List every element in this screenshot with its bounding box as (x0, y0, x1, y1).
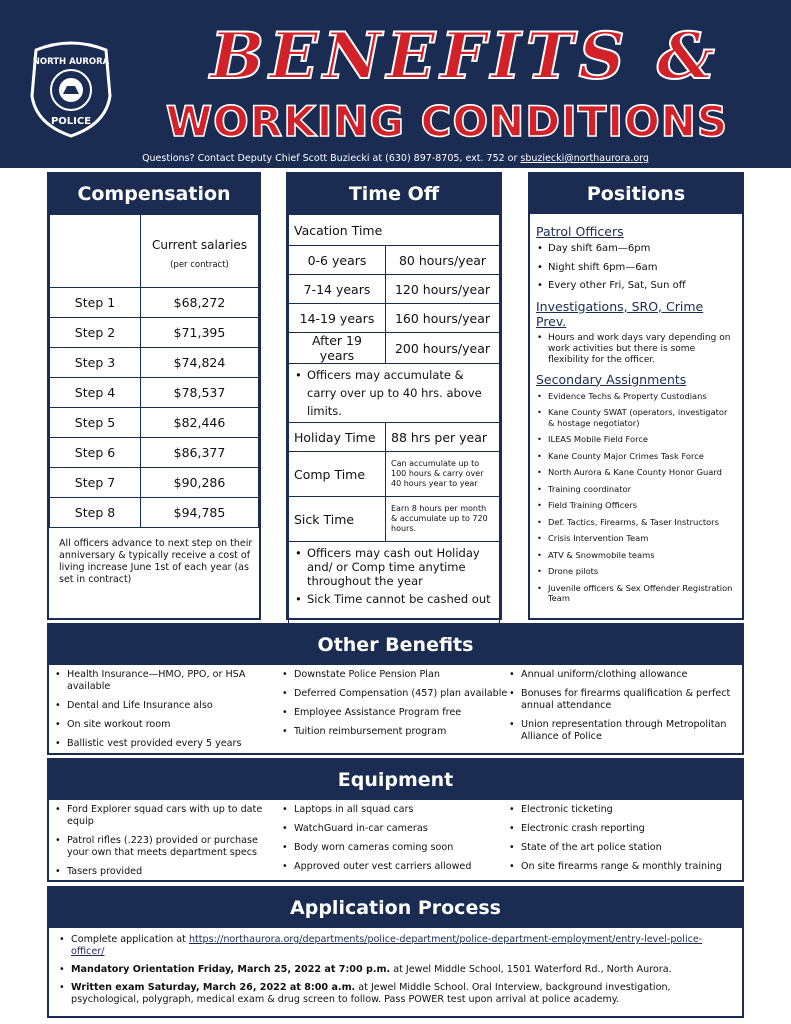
header-banner (0, 0, 791, 168)
salary-row (50, 288, 259, 318)
step-label: Step 2 (50, 318, 141, 348)
application-step (59, 964, 732, 976)
other-benefits-title: Other Benefits (49, 625, 742, 665)
application-process-panel (47, 886, 744, 1018)
salary-table-header (50, 215, 259, 288)
step-label: Step 3 (50, 348, 141, 378)
equipment-title: Equipment (49, 760, 742, 800)
exam-details: at Jewel Middle School. Oral Interview, background investigation, psychological, polygraph, medical exam & drug screen to follow. Pass POWER test upon arrival at police academy. (71, 982, 671, 1005)
sick-time-label: Sick Time (289, 497, 386, 542)
salary-row (50, 408, 259, 438)
list-item: • Field Training Officers (536, 500, 736, 511)
list-item: • Health Insurance—HMO, PPO, or HSA available (55, 669, 282, 693)
list-item: • Annual uniform/clothing allowance (509, 669, 736, 681)
salary-value: $94,785 (141, 498, 259, 528)
contact-text: Questions? Contact Deputy Chief Scott Buziecki at (630) 897-8705, ext. 752 or (142, 153, 521, 164)
salary-col-subheader: (per contract) (170, 260, 229, 270)
vacation-years: 7-14 years (289, 275, 386, 304)
salary-row (50, 468, 259, 498)
comp-time-value: Can accumulate up to 100 hours & carry over 40 hours year to year (386, 452, 500, 497)
title-benefits: BENEFITS & (210, 19, 720, 94)
list-item: • Downstate Police Pension Plan (282, 669, 509, 681)
vacation-hours: 200 hours/year (386, 333, 500, 364)
contact-email-link[interactable]: sbuziecki@northaurora.org (520, 153, 649, 164)
vacation-row (289, 304, 500, 333)
salary-col-header: Current salaries (151, 238, 248, 252)
sick-time-row (289, 497, 500, 542)
positions-title: Positions (530, 174, 742, 214)
holiday-label: Holiday Time (289, 423, 386, 452)
list-item: • Drone pilots (536, 566, 736, 577)
time-off-table (288, 214, 500, 629)
orientation-location: at Jewel Middle School, 1501 Waterford Rd., North Aurora. (390, 964, 672, 975)
equipment-columns (49, 800, 742, 885)
list-item: • State of the art police station (509, 842, 736, 854)
list-item: • Union representation through Metropolitan Alliance of Police (509, 719, 736, 743)
exam-date: Written exam Saturday, March 26, 2022 at 8:00 a.m. (71, 982, 356, 993)
application-step-text: Complete application at (71, 934, 189, 945)
step-label: Step 4 (50, 378, 141, 408)
salary-row (50, 438, 259, 468)
list-item: • Employee Assistance Program free (282, 707, 509, 719)
time-off-panel (286, 172, 502, 620)
list-item: • WatchGuard in-car cameras (282, 823, 509, 835)
list-item: • Ford Explorer squad cars with up to date equip (55, 804, 282, 828)
holiday-row (289, 423, 500, 452)
list-item: • Def. Tactics, Firearms, & Taser Instructors (536, 517, 736, 528)
compensation-panel (47, 172, 261, 620)
salary-value: $78,537 (141, 378, 259, 408)
list-item: • Body worn cameras coming soon (282, 842, 509, 854)
comp-time-row (289, 452, 500, 497)
list-item: • Hours and work days vary depending on work activities but there is some flexibility for the officer. (536, 333, 736, 366)
positions-body (530, 214, 742, 604)
sick-time-value: Earn 8 hours per month & accumulate up to 720 hours. (386, 497, 500, 542)
list-item: • Day shift 6am—6pm (536, 243, 736, 256)
vacation-row (289, 246, 500, 275)
salary-value: $68,272 (141, 288, 259, 318)
list-item: • On site workout room (55, 719, 282, 731)
badge-bottom-text: POLICE (50, 116, 92, 127)
list-item: • North Aurora & Kane County Honor Guard (536, 467, 736, 478)
secondary-assignments-heading: Secondary Assignments (536, 371, 687, 387)
patrol-list (536, 243, 736, 293)
equipment-col-3 (509, 804, 736, 885)
step-label: Step 8 (50, 498, 141, 528)
other-benefits-col-3 (509, 669, 736, 757)
vacation-years: 14-19 years (289, 304, 386, 333)
list-item: • Electronic crash reporting (509, 823, 736, 835)
salary-value: $86,377 (141, 438, 259, 468)
compensation-note: All officers advance to next step on their anniversary & typically receive a cost of living increase June 1st of each year (as set in contract) (59, 538, 253, 585)
salary-table (49, 214, 259, 528)
vacation-note-row (289, 364, 500, 423)
holiday-value: 88 hrs per year (386, 423, 500, 452)
salary-row (50, 498, 259, 528)
salary-value: $74,824 (141, 348, 259, 378)
positions-panel (528, 172, 744, 620)
equipment-panel (47, 758, 744, 882)
step-label: Step 5 (50, 408, 141, 438)
step-label: Step 1 (50, 288, 141, 318)
list-item: • Juvenile officers & Sex Offender Registration Team (536, 583, 736, 604)
salary-value: $90,286 (141, 468, 259, 498)
patrol-officers-heading: Patrol Officers (536, 224, 624, 239)
list-item: • On site firearms range & monthly training (509, 861, 736, 873)
salary-row (50, 378, 259, 408)
list-item: • ILEAS Mobile Field Force (536, 434, 736, 445)
time-off-notes-row (289, 542, 500, 629)
list-item: • Training coordinator (536, 484, 736, 495)
other-benefits-col-2 (282, 669, 509, 757)
list-item: • Patrol rifles (.223) provided or purchase your own that meets department specs (55, 835, 282, 859)
other-benefits-panel (47, 623, 744, 755)
list-item: • Laptops in all squad cars (282, 804, 509, 816)
badge-top-text: NORTH AURORA (32, 57, 110, 67)
equipment-col-1 (55, 804, 282, 885)
salary-row (50, 348, 259, 378)
list-item: • Tasers provided (55, 866, 282, 878)
application-step (59, 934, 732, 958)
investigations-list (536, 333, 736, 366)
application-steps (49, 928, 742, 1006)
application-step (59, 982, 732, 1006)
step-label: Step 7 (50, 468, 141, 498)
secondary-list (536, 391, 736, 604)
list-item: • ATV & Snowmobile teams (536, 550, 736, 561)
vacation-hours: 160 hours/year (386, 304, 500, 333)
list-item: • Night shift 6pm—6am (536, 262, 736, 275)
list-item: • Dental and Life Insurance also (55, 700, 282, 712)
vacation-hours: 120 hours/year (386, 275, 500, 304)
equipment-col-2 (282, 804, 509, 885)
step-label: Step 6 (50, 438, 141, 468)
time-off-title: Time Off (288, 174, 500, 214)
salary-header-cell (141, 215, 259, 288)
list-item: • Ballistic vest provided every 5 years (55, 738, 282, 750)
time-off-note: • Sick Time cannot be cashed out (295, 592, 493, 606)
application-process-title: Application Process (49, 888, 742, 928)
vacation-years: 0-6 years (289, 246, 386, 275)
vacation-hours: 80 hours/year (386, 246, 500, 275)
salary-row (50, 318, 259, 348)
other-benefits-col-1 (55, 669, 282, 757)
list-item: • Electronic ticketing (509, 804, 736, 816)
vacation-title-row (289, 215, 500, 246)
list-item: • Crisis Intervention Team (536, 533, 736, 544)
orientation-date: Mandatory Orientation Friday, March 25, 2022 at 7:00 p.m. (71, 964, 391, 975)
investigations-heading: Investigations, SRO, Crime Prev. (536, 298, 704, 329)
list-item: • Tuition reimbursement program (282, 726, 509, 738)
salary-value: $71,395 (141, 318, 259, 348)
contact-line (0, 153, 791, 164)
compensation-title: Compensation (49, 174, 259, 214)
title-working-conditions: WORKING CONDITIONS (165, 97, 729, 146)
list-item: • Kane County SWAT (operators, investigator & hostage negotiator) (536, 407, 736, 428)
vacation-note: • Officers may accumulate & carry over up to 40 hrs. above limits. (295, 366, 493, 420)
vacation-title: Vacation Time (289, 215, 500, 246)
time-off-note: • Officers may cash out Holiday and/ or Comp time anytime throughout the year (295, 546, 493, 588)
list-item: • Kane County Major Crimes Task Force (536, 451, 736, 462)
vacation-row (289, 333, 500, 364)
other-benefits-columns (49, 665, 742, 757)
vacation-row (289, 275, 500, 304)
list-item: • Evidence Techs & Property Custodians (536, 391, 736, 402)
police-badge-logo (30, 38, 112, 138)
salary-value: $82,446 (141, 408, 259, 438)
vacation-years: After 19 years (289, 333, 386, 364)
salary-header-blank (50, 215, 141, 288)
comp-time-label: Comp Time (289, 452, 386, 497)
list-item: • Approved outer vest carriers allowed (282, 861, 509, 873)
list-item: • Every other Fri, Sat, Sun off (536, 280, 736, 293)
list-item: • Deferred Compensation (457) plan available (282, 688, 509, 700)
list-item: • Bonuses for firearms qualification & perfect annual attendance (509, 688, 736, 712)
application-link[interactable]: https://northaurora.org/departments/police-department/police-department-employment/entry-level-police-officer/ (71, 934, 703, 957)
